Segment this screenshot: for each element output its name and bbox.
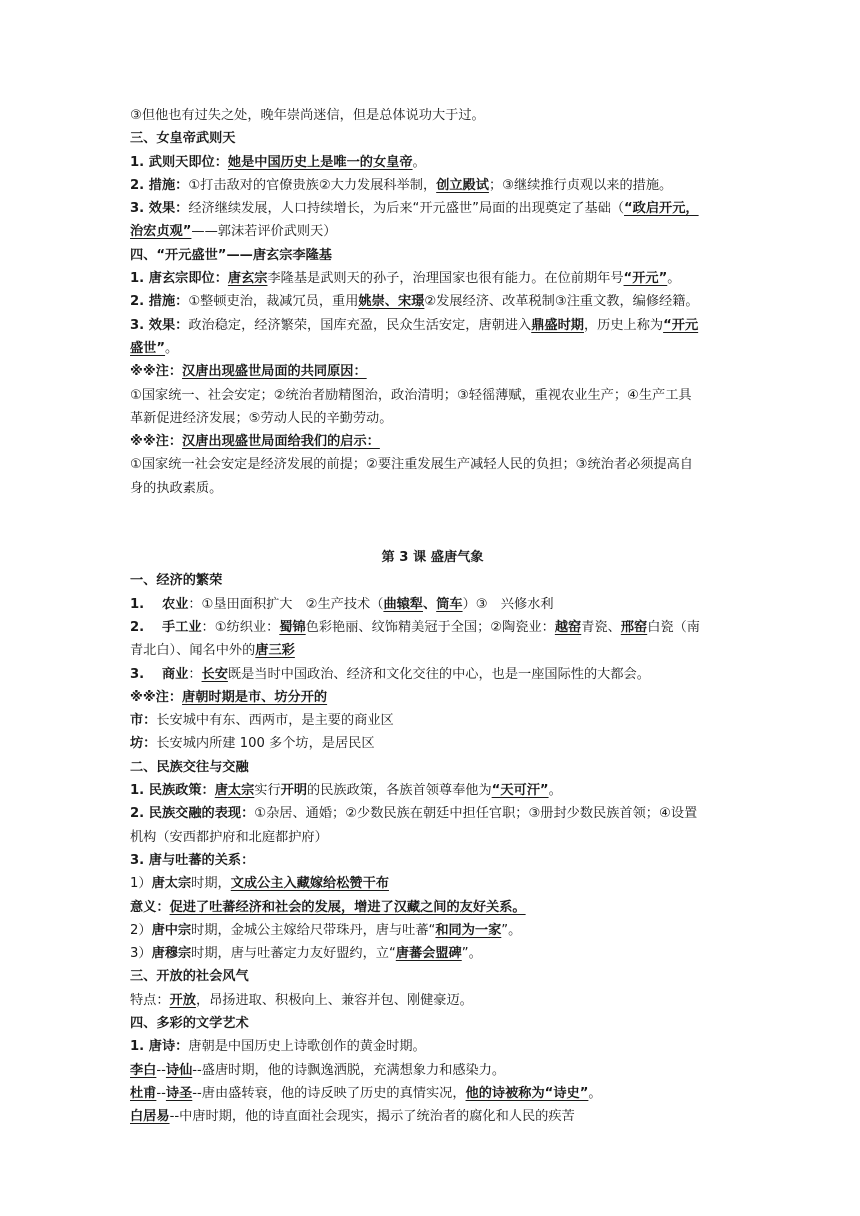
underlined-key-term: 筒车 [436, 596, 463, 612]
underlined-key-term: 他的诗被称为“诗史” [465, 1085, 589, 1101]
underlined-key-term: 创立殿试 [436, 177, 489, 193]
text-segment: ①整顿吏治，裁减冗员，重用 [188, 294, 359, 310]
bold-label: ※※注： [130, 434, 183, 450]
text-segment: ①杂居、通婚；②少数民族在朝廷中担任官职；③册封少数民族首领；④设置 [254, 806, 698, 822]
bold-label: 一、经济的繁荣 [130, 573, 223, 589]
text-segment: ；③继续推行贞观以来的措施。 [488, 177, 673, 193]
text-segment: 身的执政素质。 [130, 480, 223, 496]
text-segment: 唐朝是中国历史上诗歌创作的黄金时期。 [188, 1039, 426, 1055]
text-line [130, 942, 735, 965]
text-segment: 时期，唐与吐蕃定力友好盟约，立“ [191, 946, 396, 962]
underlined-key-term: 越窑 [554, 619, 582, 635]
text-segment: ，历史上称为 [583, 317, 664, 333]
text-line [130, 197, 735, 220]
text-line [130, 477, 735, 500]
underlined-key-term: 汉唐出现盛世局面给我们的启示： [182, 434, 380, 450]
underlined-key-term: 汉唐出现盛世局面的共同原因： [182, 364, 367, 380]
text-line [130, 220, 735, 243]
underlined-key-term: 唐太宗 [214, 783, 255, 799]
text-line [130, 919, 735, 942]
underlined-key-term: 李白 [130, 1062, 157, 1078]
bold-label: 开明 [280, 783, 308, 799]
underlined-key-term: 盛世” [130, 340, 166, 356]
text-line [130, 593, 735, 616]
text-line [130, 779, 735, 802]
section-gap [130, 500, 735, 546]
text-line [130, 104, 735, 127]
bold-label: 市： [130, 713, 157, 729]
text-segment: ：①纺织业： [201, 619, 280, 635]
text-line [130, 1059, 735, 1082]
text-line [130, 989, 735, 1012]
underlined-key-term: 蜀锦 [279, 619, 306, 635]
bold-label: 四、“开元盛世”——唐玄宗李隆基 [130, 247, 332, 263]
underlined-key-term: 唐玄宗 [227, 271, 268, 287]
text-segment: 经济继续发展，人口持续增长，为后来“开元盛世”局面的出现奠定了基础（ [188, 201, 625, 217]
underlined-key-term: 她是中国历史上是唯一的女皇帝 [227, 154, 413, 170]
text-segment: --盛唐时期，他的诗飘逸洒脱，充满想象力和感染力。 [192, 1062, 506, 1078]
underlined-key-term: 姚崇、宋璟 [358, 294, 425, 310]
text-segment: 青瓷、 [581, 619, 621, 635]
underlined-key-term: 杜甫 [130, 1085, 157, 1101]
text-segment: ）③ 兴修水利 [462, 596, 554, 612]
text-segment: -- [156, 1085, 166, 1101]
underlined-key-term: 长安 [201, 666, 228, 682]
text-line [130, 290, 735, 313]
underlined-key-term: 唐三彩 [255, 643, 295, 659]
text-segment: ，昂扬进取、积极向上、兼容并包、刚健豪迈。 [195, 992, 473, 1008]
text-segment: ： [188, 666, 202, 682]
text-line [130, 896, 735, 919]
text-segment: ”。 [461, 946, 482, 962]
text-segment: ①国家统一社会安定是经济发展的前提；②要注重发展生产减轻人民的负担；③统治者必须提高自 [130, 457, 693, 473]
text-segment: ①打击敌对的官僚贵族②大力发展科举制， [188, 177, 437, 193]
text-segment: 色彩艳丽、纹饰精美冠于全国；②陶瓷业： [305, 619, 555, 635]
text-segment: 政治稳定，经济繁荣，国库充盈，民众生活安定，唐朝进入 [188, 317, 532, 333]
bold-label: 1. 唐诗： [130, 1039, 189, 1055]
underlined-key-term: 和同为一家 [435, 922, 502, 938]
text-segment: ③但他也有过失之处，晚年崇尚迷信，但是总体说功大于过。 [130, 108, 485, 123]
text-line [130, 826, 735, 849]
text-line [130, 849, 735, 872]
text-segment: 。 [412, 154, 426, 170]
text-segment: ②发展经济、改革税制③注重文教，编修经籍。 [424, 294, 699, 310]
text-segment: 长安城中有东、西两市，是主要的商业区 [156, 713, 394, 729]
text-segment: 革新促进经济发展；⑤劳动人民的辛勤劳动。 [130, 410, 393, 426]
text-segment: ”。 [501, 922, 522, 938]
underlined-key-term: 白居易 [130, 1109, 170, 1125]
underlined-key-term: 唐蕃会盟碑 [395, 946, 462, 962]
bold-label: 2. 民族交融的表现： [130, 806, 255, 822]
bold-label: 四、多彩的文学艺术 [130, 1015, 249, 1031]
underlined-key-term: 治宏贞观” [130, 224, 192, 240]
text-line [130, 639, 735, 662]
text-segment: 既是当时中国政治、经济和文化交往的中心，也是一座国际性的大都会。 [227, 666, 650, 682]
text-line [130, 1012, 735, 1035]
text-line [130, 569, 735, 592]
bold-label: 3. 商业 [130, 666, 189, 682]
text-line [130, 453, 735, 476]
underlined-key-term: 诗仙 [165, 1062, 193, 1078]
text-line [130, 267, 735, 290]
text-segment: 李隆基是武则天的孙子，治理国家也很有能力。在位前期年号 [267, 271, 624, 287]
text-line [130, 965, 735, 988]
text-line [130, 384, 735, 407]
text-line [130, 407, 735, 430]
text-line [130, 732, 735, 755]
bold-label: 3. 唐与吐蕃的关系： [130, 852, 255, 868]
bold-label: 三、开放的社会风气 [130, 969, 249, 985]
underlined-key-term: 曲辕犁 [383, 596, 423, 612]
bold-label: 2. 措施： [130, 294, 189, 310]
text-line [130, 1035, 735, 1058]
text-line [130, 1105, 735, 1128]
text-segment: 3） [130, 946, 152, 962]
bold-label: 1. 武则天即位： [130, 154, 228, 170]
underlined-key-term: “天可汗” [491, 783, 549, 799]
text-line [130, 151, 735, 174]
text-segment: 白瓷（南 [647, 619, 700, 635]
text-segment: 。 [548, 783, 562, 799]
text-segment: ——郭沫若评价武则天） [191, 224, 337, 240]
bold-label: 唐太宗 [151, 876, 192, 892]
text-segment: 实行 [254, 783, 281, 799]
text-segment: 的民族政策，各族首领尊奉他为 [307, 783, 492, 799]
text-line [130, 802, 735, 825]
bold-label: 三、女皇帝武则天 [130, 131, 236, 147]
underlined-key-term: 唐朝时期是市、坊分开的 [182, 689, 328, 705]
bold-label: ※※注： [130, 364, 183, 380]
text-segment: 。 [667, 271, 681, 287]
text-segment: 长安城内所建 100 多个坊，是居民区 [156, 736, 375, 752]
text-segment: --中唐时期，他的诗直面社会现实，揭示了统治者的腐化和人民的疾苦 [169, 1109, 575, 1125]
text-line [130, 174, 735, 197]
underlined-key-term: 促进了吐蕃经济和社会的发展，增进了汉藏之间的友好关系。 [169, 899, 526, 915]
underlined-key-term: “政启开元， [624, 201, 699, 217]
underlined-key-term: 诗圣 [165, 1085, 193, 1101]
text-line [130, 756, 735, 779]
text-line [130, 1082, 735, 1105]
text-segment: 时期，金城公主嫁给尺带珠丹，唐与吐蕃“ [191, 922, 436, 938]
bold-label: 2. 手工业 [130, 619, 202, 635]
underlined-key-term: 邢窑 [620, 619, 648, 635]
text-segment: 。 [165, 340, 179, 356]
bold-label: 3. 效果： [130, 201, 189, 217]
lesson-title: 第 3 课 盛唐气象 [381, 550, 484, 566]
text-segment: 机构（安西都护府和北庭都护府） [130, 829, 328, 845]
bold-label: ※※注： [130, 689, 183, 705]
bold-label: 唐穆宗 [151, 946, 192, 962]
underlined-key-term: “开元” [623, 271, 668, 287]
text-line [130, 663, 735, 686]
bold-label: 唐中宗 [151, 922, 192, 938]
text-line [130, 360, 735, 383]
text-line [130, 616, 735, 639]
text-line [130, 244, 735, 267]
document-page [130, 104, 735, 1128]
bold-label: 2. 措施： [130, 177, 189, 193]
underlined-key-term: 开放 [169, 992, 196, 1008]
underlined-key-term: 文成公主入藏嫁给松赞干布 [230, 876, 389, 892]
text-segment: 时期， [191, 876, 231, 892]
text-segment: ：①垦田面积扩大 ②生产技术（ [188, 596, 384, 612]
bold-label: 、 [423, 596, 437, 612]
text-segment: --唐由盛转衰，他的诗反映了历史的真情实况， [192, 1085, 466, 1101]
text-segment: 青北白）、闻名中外的 [130, 643, 256, 659]
text-line [130, 430, 735, 453]
text-line [130, 314, 735, 337]
bold-label: 1. 唐玄宗即位： [130, 271, 228, 287]
text-segment: 1） [130, 876, 152, 892]
bold-label: 坊： [130, 736, 157, 752]
text-segment: 。 [588, 1085, 602, 1101]
underlined-key-term: “开元 [663, 317, 699, 333]
text-line [130, 872, 735, 895]
bold-label: 1. 农业 [130, 596, 189, 612]
text-segment: 2） [130, 922, 152, 938]
text-segment: ①国家统一、社会安定；②统治者励精图治，政治清明；③轻徭薄赋，重视农业生产；④生产工具 [130, 387, 692, 403]
underlined-key-term: 鼎盛时期 [531, 317, 584, 333]
bold-label: 3. 效果： [130, 317, 189, 333]
text-line [130, 127, 735, 150]
text-segment: -- [156, 1062, 166, 1078]
bold-label: 二、民族交往与交融 [130, 759, 249, 775]
text-line [130, 686, 735, 709]
text-line [130, 709, 735, 732]
text-segment: 特点： [130, 992, 170, 1008]
bold-label: 1. 民族政策： [130, 783, 215, 799]
bold-label: 意义： [130, 899, 170, 915]
text-line [130, 337, 735, 360]
